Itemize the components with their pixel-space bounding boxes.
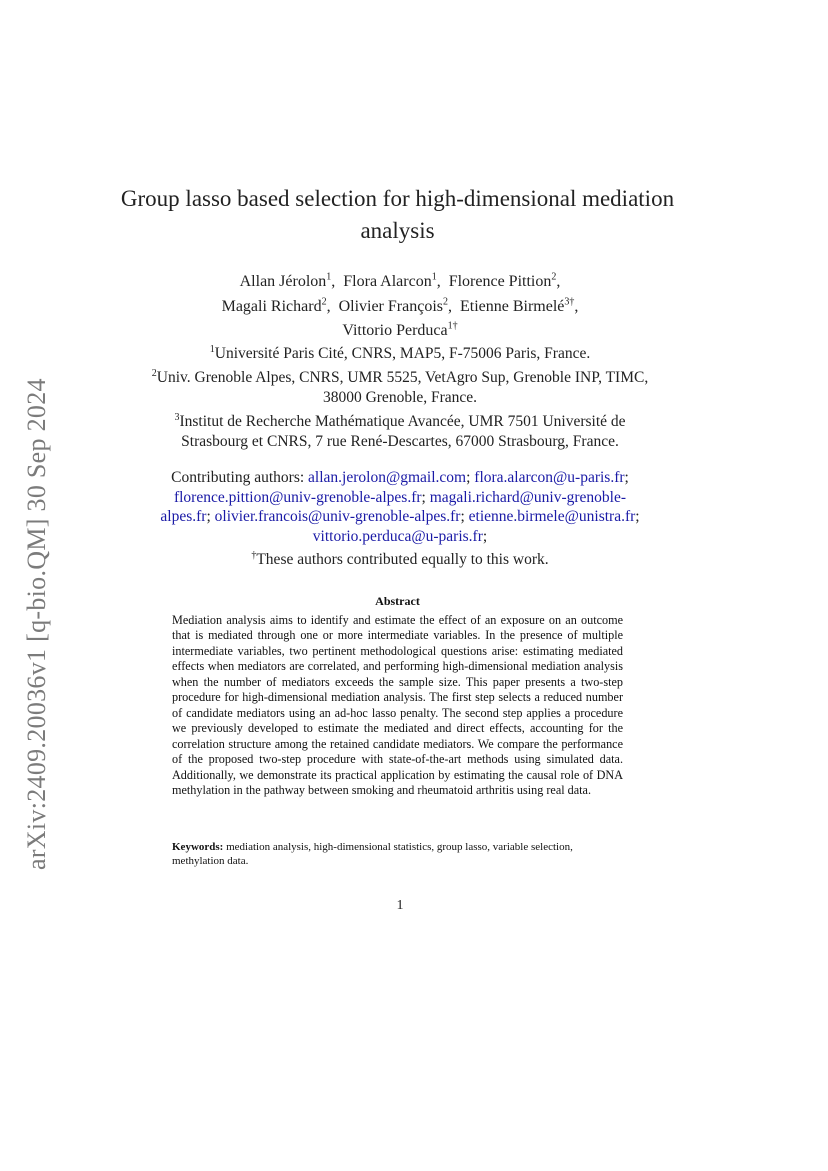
paper-title: Group lasso based selection for high-dimensional mediation analysis [120, 186, 675, 243]
affiliations [150, 340, 650, 452]
email-link-perduca[interactable]: vittorio.perduca@u-paris.fr [312, 527, 483, 545]
abstract-heading: Abstract [375, 594, 420, 608]
abstract-text: Mediation analysis aims to identify and estimate the effect of an exposure on an outcome that is mediated through one or more intermediate variables. In the presence of multiple intermediate variables, two pertinent methodological questions arise: estimating mediated effects when mediators are correlated, and performing high-dimensional mediation analysis when the number of mediators exceeds the sample size. This paper presents a two-step procedure for high-dimensional mediation analysis. The first step selects a reduced number of candidate mediators using an ad-hoc lasso penalty. The second step applies a procedure we previously developed to estimate the mediated and direct effects, accounting for the correlation structure among the retained candidate mediators. We compare the performance of the proposed two-step procedure with state-of-the-art methods using simulated data. Additionally, we demonstrate its practical application by estimating the causal role of DNA methylation in the pathway between smoking and rheumatoid arthritis using real data. [172, 613, 623, 797]
contributing-label: Contributing authors: [171, 469, 305, 486]
keywords-text: mediation analysis, high-dimensional statistics, group lasso, variable selection, methylation data. [172, 841, 573, 867]
page-number: 1 [396, 898, 404, 913]
author-5: Olivier François$^2$, [338, 296, 452, 315]
author-1: Allan Jérolon$^1$, [239, 272, 336, 291]
author-4: Magali Richard$^2$, [221, 296, 331, 315]
arxiv-identifier: arXiv:2409.20036v1 [q-bio.QM] 30 Sep 2024 [22, 378, 51, 870]
contributing-authors: Contributing authors: allan.jerolon@gmail.com; flora.alarcon@u-paris.fr; florence.pittion@univ-grenoble-alpes.fr; magali.richard@univ-grenoble-alpes.fr; olivier.francois@univ-grenoble-alpes.fr; etienne.birmele@unistra.fr; vittorio.perduca@u-paris.fr; †These authors contributed equally to this work. [160, 469, 640, 569]
affiliation-3: $^3$Institut de Recherche Mathématique Avancée, UMR 7501 Université de Strasbourg et CNRS, 7 rue René-Descartes, 67000 Strasbourg, France. [174, 412, 626, 451]
affiliation-1: $^1$Université Paris Cité, CNRS, MAP5, F-75006 Paris, France. [209, 344, 591, 363]
email-link-richard[interactable]: magali.richard@univ-grenoble-alpes.fr [160, 488, 627, 525]
keywords [172, 841, 623, 868]
author-2: Flora Alarcon$^1$, [343, 272, 441, 291]
author-list [150, 268, 650, 341]
email-link-birmele[interactable]: etienne.birmele@unistra.fr [468, 508, 636, 525]
author-3: Florence Pittion$^2$, [448, 272, 561, 291]
email-link-jerolon[interactable]: allan.jerolon@gmail.com [308, 469, 467, 486]
email-link-pittion[interactable]: florence.pittion@univ-grenoble-alpes.fr [173, 488, 422, 506]
affiliation-2: $^2$Univ. Grenoble Alpes, CNRS, UMR 5525, VetAgro Sup, Grenoble INP, TIMC, 38000 Grenoble, France. [151, 368, 649, 407]
email-link-alarcon[interactable]: flora.alarcon@u-paris.fr [474, 469, 625, 486]
email-link-francois[interactable]: olivier.francois@univ-grenoble-alpes.fr [214, 508, 461, 525]
keywords-label: Keywords: [172, 841, 224, 853]
author-6: Etienne Birmelé$^{3\dagger}$, [459, 296, 579, 315]
dagger-mark: † [251, 550, 257, 561]
author-7: Vittorio Perduca$^{1\dagger}$ [342, 320, 458, 339]
equal-contribution-note: These authors contributed equally to this work. [256, 551, 549, 569]
